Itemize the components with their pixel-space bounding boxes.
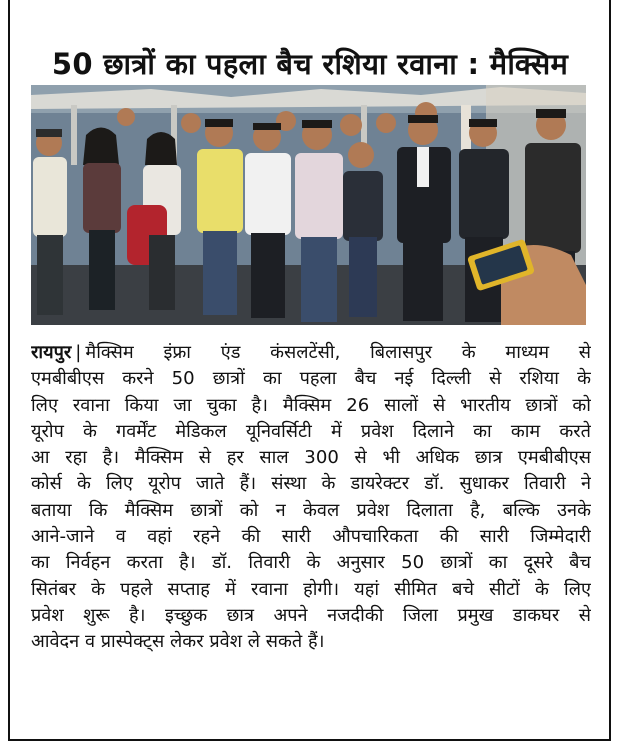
headline: 50 छात्रों का पहला बैच रशिया रवाना : मैक्सिम bbox=[51, 47, 569, 81]
group-photo-illustration bbox=[31, 85, 586, 325]
body-line-4: यूरोप के गवर्मेंट मेडिकल यूनिवर्सिटी में प्रवेश दिलाने का काम करते bbox=[31, 420, 591, 442]
body-line-7: बताया कि मैक्सिम छात्रों को न केवल प्रवेश दिलाता है, बल्कि उनके bbox=[31, 499, 591, 521]
body-line-5: आ रहा है। मैक्सिम से हर साल 300 से भी अधिक छात्र एमबीबीएस bbox=[31, 447, 591, 469]
dateline-separator: | bbox=[75, 342, 82, 363]
body-line-1-text: मैक्सिम इंफ्रा एंड कंसलटेंसी, बिलासपुर के माध्यम से bbox=[85, 342, 591, 363]
body-line-8: आने-जाने व वहां रहने की सारी औपचारिकता की सारी जिम्मेदारी bbox=[31, 526, 591, 548]
body-line-1 bbox=[31, 340, 591, 366]
body-line-6: कोर्स के लिए यूरोप जाते हैं। संस्था के डायरेक्टर डॉ. सुधाकर तिवारी ने bbox=[31, 473, 591, 495]
body-line-9: का निर्वहन करता है। डॉ. तिवारी के अनुसार 50 छात्रों का दूसरे बैच bbox=[31, 552, 591, 574]
body-line-2: एमबीबीएस करने 50 छात्रों का पहला बैच नई दिल्ली से रशिया के bbox=[31, 368, 591, 390]
dateline: रायपुर bbox=[31, 342, 72, 363]
body-line-11: प्रवेश शुरू है। इच्छुक छात्र अपने नजदीकी जिला प्रमुख डाकघर से bbox=[31, 604, 591, 626]
group-photo bbox=[31, 85, 586, 325]
article-body bbox=[31, 340, 591, 656]
body-line-12: आवेदन व प्रास्पेक्ट्स लेकर प्रवेश ले सकते हैं। bbox=[31, 631, 325, 653]
body-line-3: लिए रवाना किया जा चुका है। मैक्सिम 26 सालों से भारतीय छात्रों को bbox=[31, 394, 591, 416]
body-line-10: सितंबर के पहले सप्ताह में रवाना होगी। यहां सीमित बचे सीटों के लिए bbox=[31, 578, 591, 600]
